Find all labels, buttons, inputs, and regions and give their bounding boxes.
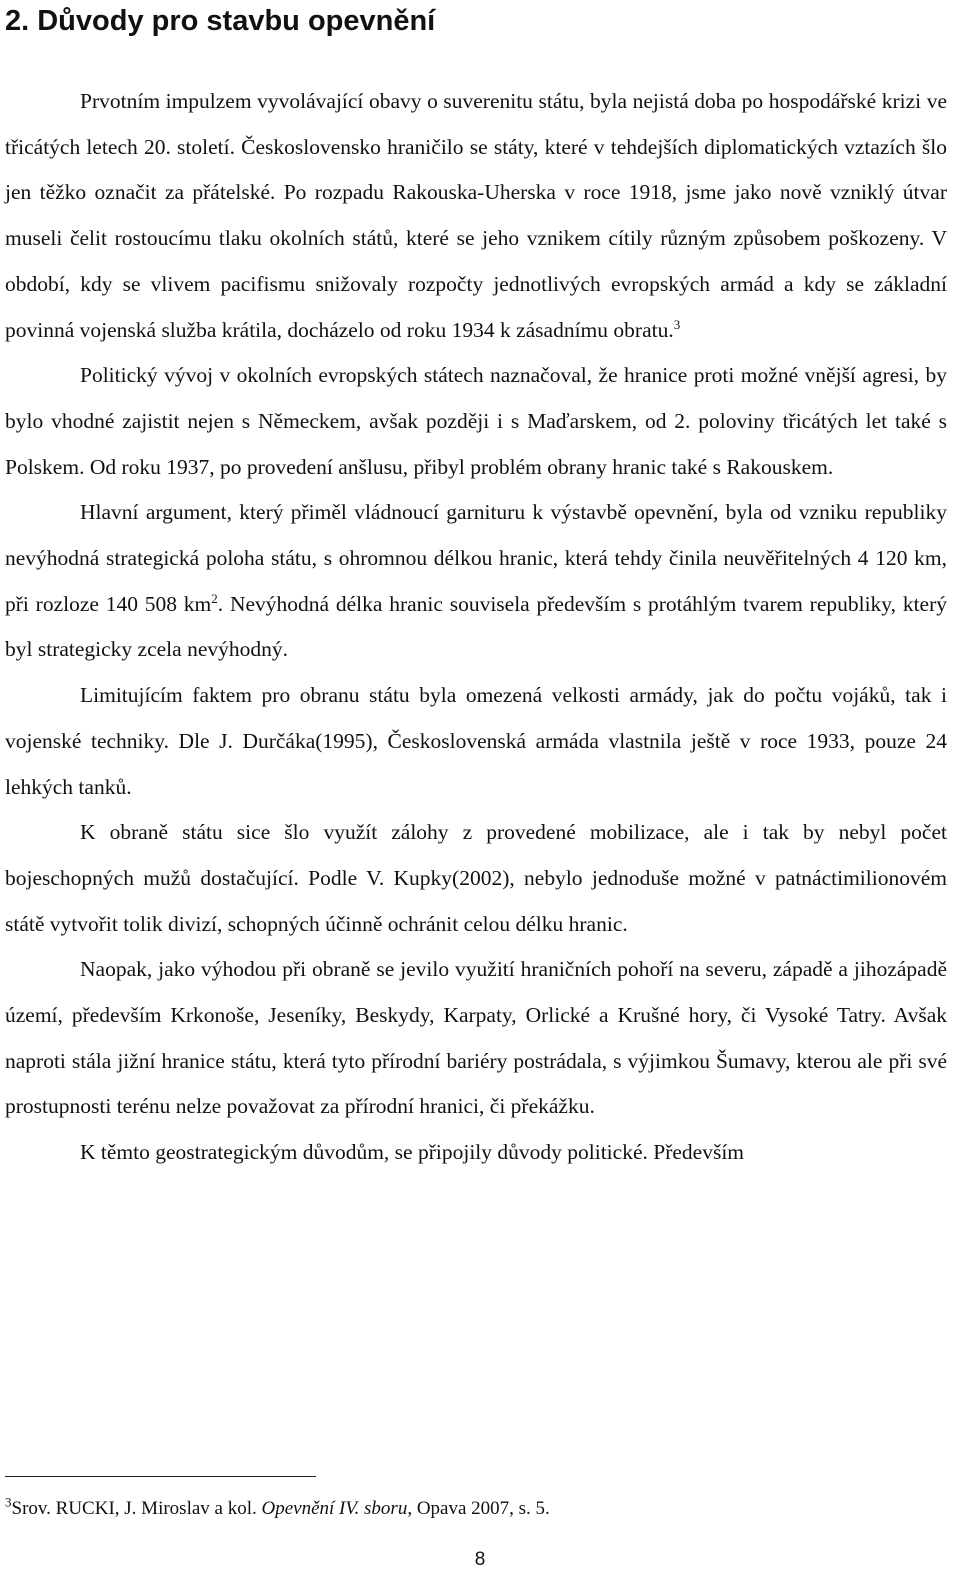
body-text xyxy=(5,79,947,1176)
document-page xyxy=(5,0,947,1176)
footnote-text-before: Srov. RUCKI, J. Miroslav a kol. xyxy=(11,1498,262,1519)
section-heading: 2. Důvody pro stavbu opevnění xyxy=(5,5,436,37)
footnote-text-after: Opava 2007, s. 5. xyxy=(412,1498,550,1519)
area-unit-superscript: 2 xyxy=(211,590,218,606)
paragraph-4: Limitujícím faktem pro obranu státu byla omezená velkosti armády, jak do počtu vojáků, tak i vojenské techniky. Dle J. Durčáka(1995), Československá armáda vlastnila ještě v roce 1933, pouze 24 lehkých tanků. xyxy=(5,683,947,799)
paragraph-5: K obraně státu sice šlo využít zálohy z provedené mobilizace, ale i tak by nebyl počet bojeschopných mužů dostačující. Podle V. Kupky(2002), nebylo jednoduše možné v patnáctimilionovém státě vytvořit tolik divizí, schopných účinně ochránit celou délku hranic. xyxy=(5,820,947,936)
footnote-reference: 3 xyxy=(673,316,681,332)
paragraph-3-text-after: . Nevýhodná délka hranic souvisela především s protáhlým tvarem republiky, který byl strategicky zcela nevýhodný. xyxy=(5,591,947,662)
paragraph-2: Politický vývoj v okolních evropských státech naznačoval, že hranice proti možné vnější agresi, by bylo vhodné zajistit nejen s Německem, avšak později i s Maďarskem, od 2. poloviny třicátých let také s Polskem. Od roku 1937, po provedení anšlusu, přibyl problém obrany hranic také s Rakouskem. xyxy=(5,363,947,479)
footnote-separator xyxy=(5,1476,316,1477)
paragraph-6: Naopak, jako výhodou při obraně se jevilo využití hraničních pohoří na severu, západě a jihozápadě území, především Krkonoše, Jeseníky, Beskydy, Karpaty, Orlické a Krušné hory, či Vysoké Tatry. Avšak naproti stála jižní hranice státu, která tyto přírodní bariéry postrádala, s výjimkou Šumavy, kterou ale při své prostupnosti terénu nelze považovat za přírodní hranici, či překážku. xyxy=(5,957,947,1119)
footnote-number: 3 xyxy=(5,1494,12,1510)
page-number: 8 xyxy=(474,1549,486,1570)
paragraph-7: K těmto geostrategickým důvodům, se připojily důvody politické. Především xyxy=(80,1140,745,1165)
paragraph-1 xyxy=(5,79,947,353)
paragraph-3 xyxy=(5,490,947,673)
footnote-title: Opevnění IV. sboru, xyxy=(261,1498,413,1519)
paragraph-1-text: Prvotním impulzem vyvolávající obavy o suverenitu státu, byla nejistá doba po hospodářské krizi ve třicátých letech 20. století. Československo hraničilo se státy, které v tehdejších diplomatických vztazích šlo jen těžko označit za přátelské. Po rozpadu Rakouska-Uherska v roce 1918, jsme jako nově vzniklý útvar museli čelit rostoucímu tlaku okolních států, které se jeho vznikem cítily různým způsobem poškozeny. V období, kdy se vlivem pacifismu snižovaly rozpočty jednotlivých evropských armád a kdy se základní povinná vojenská služba krátila, docházelo od roku 1934 k zásadnímu obratu. xyxy=(5,89,947,342)
footnote xyxy=(5,1494,550,1521)
paragraph-3-text-before: Hlavní argument, který přiměl vládnoucí garnituru k výstavbě opevnění, byla od vzniku republiky nevýhodná strategická poloha státu, s ohromnou délkou hranic, která tehdy činila neuvěřitelných 4 120 km, při rozloze 140 508 km xyxy=(5,500,947,616)
